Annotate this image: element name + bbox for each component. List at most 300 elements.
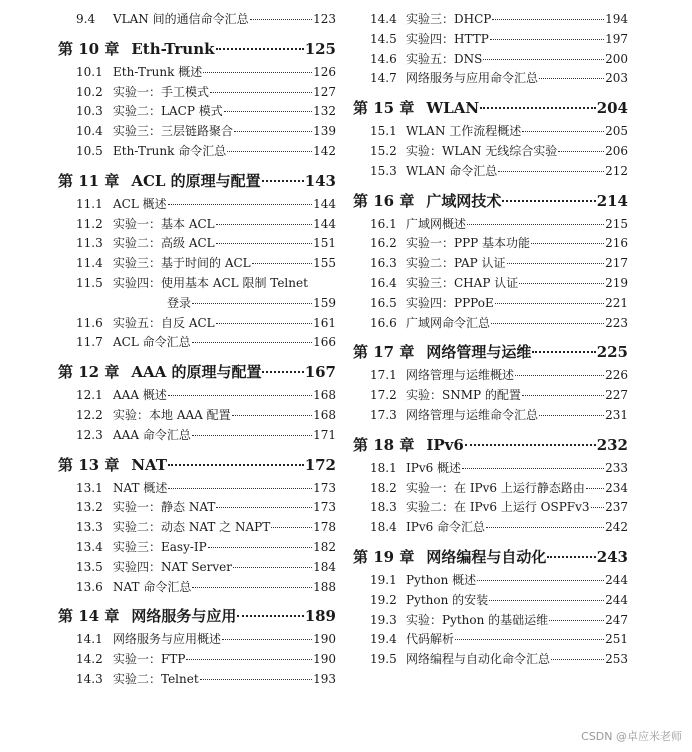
section-title: 网络管理与运维概述 <box>406 368 515 383</box>
section-number: 14.4 <box>370 12 397 26</box>
dot-leader <box>486 527 604 528</box>
section-number: 11.5 <box>76 275 103 290</box>
chapter-page-number: 204 <box>596 99 628 118</box>
section-title: ACL 概述 <box>113 196 167 211</box>
toc-entry[interactable] <box>58 518 336 538</box>
chapter-page-number: 225 <box>596 343 628 362</box>
toc-chapter-heading[interactable] <box>58 605 336 627</box>
dot-leader <box>168 488 312 489</box>
section-number: 12.2 <box>76 407 103 422</box>
dot-leader <box>232 415 312 416</box>
section-title: 实验五：自反 ACL <box>113 315 215 330</box>
toc-entry[interactable] <box>353 30 628 50</box>
toc-entry[interactable] <box>353 479 628 499</box>
toc-entry[interactable] <box>58 274 336 294</box>
section-number: 18.1 <box>370 460 397 475</box>
toc-entry[interactable] <box>353 459 628 479</box>
section-number: 17.1 <box>370 368 397 383</box>
section-page-number: 247 <box>605 612 628 627</box>
dot-leader <box>498 171 604 172</box>
section-title: 实验二：Telnet <box>113 671 199 686</box>
dot-leader <box>492 19 604 20</box>
section-page-number: 197 <box>605 31 628 46</box>
section-page-number: 159 <box>313 295 336 310</box>
toc-entry[interactable] <box>353 611 628 631</box>
chapter-title: 广域网技术 <box>426 191 502 210</box>
toc-entry[interactable] <box>353 142 628 162</box>
section-page-number: 161 <box>313 315 336 330</box>
dot-leader <box>507 263 605 264</box>
toc-chapter-heading[interactable] <box>353 341 628 363</box>
dot-leader <box>216 48 304 50</box>
section-title: 登录 <box>167 295 192 310</box>
section-page-number: 223 <box>605 315 628 330</box>
section-title: Python 的安装 <box>406 592 489 607</box>
section-title: 实验一：PPP 基本功能 <box>406 236 531 251</box>
dot-leader <box>216 507 312 508</box>
toc-entry[interactable] <box>58 122 336 142</box>
dot-leader <box>502 200 595 202</box>
dot-leader <box>591 507 605 508</box>
dot-leader <box>216 243 312 244</box>
toc-entry[interactable] <box>58 234 336 254</box>
toc-entry[interactable] <box>353 518 628 538</box>
section-number: 19.5 <box>370 652 397 667</box>
section-page-number: 234 <box>605 480 628 495</box>
toc-chapter-heading[interactable] <box>353 190 628 212</box>
toc-entry[interactable] <box>353 591 628 611</box>
section-title: 实验四：NAT Server <box>113 559 233 574</box>
chapter-page-number: 232 <box>596 435 628 454</box>
section-title: 网络管理与运维命令汇总 <box>406 407 539 422</box>
section-page-number: 237 <box>605 500 628 515</box>
toc-entry[interactable] <box>58 498 336 518</box>
dot-leader <box>586 488 604 489</box>
section-number: 18.4 <box>370 520 397 535</box>
toc-entry[interactable] <box>58 479 336 499</box>
section-title: 网络编程与自动化命令汇总 <box>406 652 551 667</box>
chapter-title: 网络管理与运维 <box>426 343 532 362</box>
section-number: 14.3 <box>76 671 103 686</box>
section-number: 11.6 <box>76 315 103 330</box>
toc-entry[interactable] <box>58 578 336 598</box>
section-title: 网络服务与应用命令汇总 <box>406 71 539 86</box>
section-title: 实验三：CHAP 认证 <box>406 275 519 290</box>
toc-entry[interactable] <box>353 234 628 254</box>
toc-entry[interactable] <box>353 274 628 294</box>
section-page-number: 244 <box>605 592 628 607</box>
section-page-number: 178 <box>313 520 336 535</box>
section-title: 网络服务与应用概述 <box>113 632 222 647</box>
section-page-number: 217 <box>605 256 628 271</box>
section-title: VLAN 间的通信命令汇总 <box>113 12 249 26</box>
section-page-number: 221 <box>605 295 628 310</box>
dot-leader <box>216 224 312 225</box>
toc-entry[interactable] <box>58 142 336 162</box>
section-title: 实验二：动态 NAT 之 NAPT <box>113 520 271 535</box>
section-number: 11.2 <box>76 216 103 231</box>
toc-entry[interactable] <box>353 650 628 670</box>
toc-entry[interactable] <box>353 630 628 650</box>
dot-leader <box>210 92 312 93</box>
section-number: 17.2 <box>370 388 397 403</box>
dot-leader <box>549 620 604 621</box>
toc-entry[interactable] <box>353 386 628 406</box>
toc-entry[interactable] <box>58 294 336 314</box>
chapter-title: ACL 的原理与配置 <box>131 171 261 190</box>
chapter-page-number: 125 <box>304 39 336 58</box>
dot-leader <box>168 204 312 205</box>
chapter-title: WLAN <box>426 99 480 118</box>
section-title: ACL 命令汇总 <box>113 335 191 350</box>
toc-entry[interactable] <box>58 195 336 215</box>
section-page-number: 182 <box>313 539 336 554</box>
section-title: 实验一：基本 ACL <box>113 216 215 231</box>
toc-entry[interactable] <box>58 650 336 670</box>
chapter-number: 第 11 章 <box>58 171 120 190</box>
dot-leader <box>216 323 312 324</box>
section-title: 实验二：PAP 认证 <box>406 256 506 271</box>
section-number: 18.3 <box>370 500 397 515</box>
dot-leader <box>227 151 312 152</box>
toc-entry[interactable] <box>353 122 628 142</box>
dot-leader <box>168 395 312 396</box>
csdn-watermark: CSDN @卓应米老师 <box>581 730 682 743</box>
section-page-number: 242 <box>605 520 628 535</box>
chapter-title: 网络服务与应用 <box>131 607 237 626</box>
dot-leader <box>532 351 595 353</box>
section-page-number: 212 <box>605 163 628 178</box>
dot-leader <box>208 547 312 548</box>
dot-leader <box>237 615 303 617</box>
section-number: 13.2 <box>76 500 103 515</box>
section-title: IPv6 命令汇总 <box>406 520 486 535</box>
section-title: AAA 概述 <box>113 388 167 403</box>
section-number: 16.6 <box>370 315 397 330</box>
section-page-number: 166 <box>313 335 336 350</box>
toc-entry[interactable] <box>353 498 628 518</box>
section-title: 实验：WLAN 无线综合实验 <box>406 143 558 158</box>
section-title: 实验：Python 的基础运维 <box>406 612 549 627</box>
chapter-number: 第 16 章 <box>353 191 415 210</box>
toc-chapter-heading[interactable] <box>58 38 336 60</box>
section-page-number: 215 <box>605 216 628 231</box>
dot-leader <box>168 464 304 466</box>
chapter-title: 网络编程与自动化 <box>426 547 547 566</box>
section-number: 12.1 <box>76 388 103 403</box>
dot-leader <box>551 659 604 660</box>
section-page-number: 205 <box>605 124 628 139</box>
section-title: 实验四：使用基本 ACL 限制 Telnet <box>113 275 308 290</box>
section-page-number: 200 <box>605 51 628 66</box>
section-number: 16.4 <box>370 275 397 290</box>
section-number: 15.1 <box>370 124 397 139</box>
section-title: 广域网概述 <box>406 216 467 231</box>
section-number: 11.3 <box>76 236 103 251</box>
chapter-title: IPv6 <box>426 435 464 454</box>
toc-entry[interactable] <box>58 558 336 578</box>
section-number: 10.3 <box>76 104 103 119</box>
chapter-page-number: 243 <box>596 547 628 566</box>
section-title: 实验四：HTTP <box>406 31 489 46</box>
section-title: 实验三：Easy-IP <box>113 539 207 554</box>
toc-entry[interactable] <box>58 386 336 406</box>
section-number: 16.3 <box>370 256 397 271</box>
dot-leader <box>233 567 312 568</box>
chapter-title: Eth-Trunk <box>131 39 215 58</box>
dot-leader <box>234 131 312 132</box>
toc-entry[interactable] <box>353 50 628 70</box>
toc-entry[interactable] <box>58 215 336 235</box>
section-title: NAT 概述 <box>113 480 168 495</box>
dot-leader <box>539 78 604 79</box>
section-title: 实验三：基于时间的 ACL <box>113 256 251 271</box>
dot-leader <box>192 587 312 588</box>
chapter-number: 第 13 章 <box>58 455 120 474</box>
dot-leader <box>252 263 312 264</box>
section-page-number: 194 <box>605 12 628 26</box>
dot-leader <box>489 600 604 601</box>
chapter-title: NAT <box>131 455 168 474</box>
section-page-number: 123 <box>313 12 336 26</box>
dot-leader <box>483 59 604 60</box>
section-page-number: 171 <box>313 427 336 442</box>
chapter-number: 第 12 章 <box>58 363 120 382</box>
section-number: 15.3 <box>370 163 397 178</box>
section-title: WLAN 工作流程概述 <box>406 124 522 139</box>
dot-leader <box>465 444 596 446</box>
chapter-number: 第 17 章 <box>353 343 415 362</box>
section-title: 实验一：手工模式 <box>113 84 210 99</box>
dot-leader <box>495 303 604 304</box>
toc-entry[interactable] <box>58 670 336 690</box>
dot-leader <box>480 107 596 109</box>
toc-entry[interactable] <box>353 571 628 591</box>
toc-entry[interactable] <box>58 538 336 558</box>
toc-entry[interactable] <box>353 406 628 426</box>
section-page-number: 127 <box>313 84 336 99</box>
section-number: 11.1 <box>76 196 103 211</box>
section-page-number: 144 <box>313 216 336 231</box>
chapter-number: 第 19 章 <box>353 547 415 566</box>
section-number: 9.4 <box>76 12 96 26</box>
section-number: 10.4 <box>76 124 103 139</box>
dot-leader <box>539 415 604 416</box>
section-page-number: 173 <box>313 500 336 515</box>
toc-entry[interactable] <box>353 314 628 334</box>
section-number: 14.5 <box>370 31 397 46</box>
section-title: Python 概述 <box>406 572 477 587</box>
dot-leader <box>522 131 604 132</box>
chapter-page-number: 143 <box>304 171 336 190</box>
chapter-page-number: 172 <box>304 455 336 474</box>
dot-leader <box>531 243 604 244</box>
section-title: 实验四：PPPoE <box>406 295 494 310</box>
section-title: Eth-Trunk 命令汇总 <box>113 143 227 158</box>
section-title: 广域网命令汇总 <box>406 315 491 330</box>
toc-chapter-heading[interactable] <box>58 170 336 192</box>
section-number: 13.1 <box>76 480 103 495</box>
section-page-number: 173 <box>313 480 336 495</box>
dot-leader <box>547 556 595 558</box>
section-title: 实验一：FTP <box>113 652 186 667</box>
section-title: 实验一：在 IPv6 上运行静态路由 <box>406 480 585 495</box>
toc-entry[interactable] <box>58 406 336 426</box>
dot-leader <box>250 19 312 20</box>
section-title: 实验二：在 IPv6 上运行 OSPFv3 <box>406 500 590 515</box>
section-page-number: 151 <box>313 236 336 251</box>
section-page-number: 216 <box>605 236 628 251</box>
dot-leader <box>192 435 312 436</box>
section-page-number: 233 <box>605 460 628 475</box>
dot-leader <box>224 111 312 112</box>
toc-entry[interactable] <box>58 102 336 122</box>
dot-leader <box>222 639 312 640</box>
section-number: 13.4 <box>76 539 103 554</box>
toc-chapter-heading[interactable] <box>58 454 336 476</box>
section-number: 16.1 <box>370 216 397 231</box>
section-page-number: 139 <box>313 124 336 139</box>
section-title: 实验三：DHCP <box>406 12 492 26</box>
dot-leader <box>200 679 312 680</box>
toc-chapter-heading[interactable] <box>58 361 336 383</box>
section-number: 10.1 <box>76 64 103 79</box>
section-page-number: 144 <box>313 196 336 211</box>
toc-entry[interactable] <box>353 215 628 235</box>
dot-leader <box>271 527 312 528</box>
section-number: 19.2 <box>370 592 397 607</box>
dot-leader <box>515 375 604 376</box>
dot-leader <box>462 468 604 469</box>
toc-chapter-heading[interactable] <box>353 97 628 119</box>
section-page-number: 193 <box>313 671 336 686</box>
toc-entry[interactable] <box>58 10 336 30</box>
toc-left-column <box>58 10 336 690</box>
toc-entry[interactable] <box>58 426 336 446</box>
section-title: IPv6 概述 <box>406 460 462 475</box>
chapter-number: 第 15 章 <box>353 99 415 118</box>
section-title: 实验：本地 AAA 配置 <box>113 407 231 422</box>
chapter-title: AAA 的原理与配置 <box>131 363 262 382</box>
toc-right-column <box>353 10 628 670</box>
toc-entry[interactable] <box>58 314 336 334</box>
section-number: 12.3 <box>76 427 103 442</box>
section-page-number: 244 <box>605 572 628 587</box>
section-number: 16.5 <box>370 295 397 310</box>
dot-leader <box>477 580 604 581</box>
toc-entry[interactable] <box>58 630 336 650</box>
section-page-number: 251 <box>605 632 628 647</box>
toc-entry[interactable] <box>58 254 336 274</box>
section-page-number: 190 <box>313 652 336 667</box>
section-title: AAA 命令汇总 <box>113 427 191 442</box>
chapter-page-number: 189 <box>304 607 336 626</box>
section-title: 实验五：DNS <box>406 51 483 66</box>
section-number: 10.2 <box>76 84 103 99</box>
section-page-number: 168 <box>313 388 336 403</box>
section-title: 实验一：静态 NAT <box>113 500 216 515</box>
section-page-number: 184 <box>313 559 336 574</box>
toc-entry[interactable] <box>353 10 628 30</box>
section-number: 19.1 <box>370 572 397 587</box>
toc-entry[interactable] <box>58 333 336 353</box>
section-number: 13.3 <box>76 520 103 535</box>
section-number: 10.5 <box>76 143 103 158</box>
section-page-number: 168 <box>313 407 336 422</box>
section-title: WLAN 命令汇总 <box>406 163 498 178</box>
section-number: 14.6 <box>370 51 397 66</box>
section-page-number: 219 <box>605 275 628 290</box>
section-number: 11.7 <box>76 335 103 350</box>
toc-chapter-heading[interactable] <box>353 434 628 456</box>
toc-chapter-heading[interactable] <box>353 546 628 568</box>
section-title: 实验：SNMP 的配置 <box>406 388 521 403</box>
dot-leader <box>491 323 604 324</box>
dot-leader <box>467 224 604 225</box>
section-number: 15.2 <box>370 143 397 158</box>
section-page-number: 227 <box>605 388 628 403</box>
section-page-number: 142 <box>313 143 336 158</box>
section-page-number: 231 <box>605 407 628 422</box>
section-page-number: 126 <box>313 64 336 79</box>
dot-leader <box>262 180 304 182</box>
toc-entry[interactable] <box>353 254 628 274</box>
section-number: 14.2 <box>76 652 103 667</box>
section-number: 17.3 <box>370 407 397 422</box>
section-page-number: 203 <box>605 71 628 86</box>
dot-leader <box>522 395 604 396</box>
chapter-number: 第 18 章 <box>353 435 415 454</box>
section-number: 13.6 <box>76 579 103 594</box>
section-title: Eth-Trunk 概述 <box>113 64 203 79</box>
section-title: 实验二：LACP 模式 <box>113 104 223 119</box>
toc-entry[interactable] <box>58 63 336 83</box>
section-title: 实验三：三层链路聚合 <box>113 124 234 139</box>
section-number: 18.2 <box>370 480 397 495</box>
section-number: 11.4 <box>76 256 103 271</box>
chapter-number: 第 14 章 <box>58 607 120 626</box>
section-title: 代码解析 <box>406 632 455 647</box>
section-number: 14.7 <box>370 71 397 86</box>
section-page-number: 132 <box>313 104 336 119</box>
dot-leader <box>262 371 303 373</box>
dot-leader <box>490 39 604 40</box>
dot-leader <box>192 342 312 343</box>
toc-entry[interactable] <box>353 294 628 314</box>
section-page-number: 226 <box>605 368 628 383</box>
section-page-number: 206 <box>605 143 628 158</box>
dot-leader <box>203 72 312 73</box>
section-page-number: 253 <box>605 652 628 667</box>
toc-entry[interactable] <box>353 366 628 386</box>
chapter-page-number: 167 <box>304 363 336 382</box>
toc-entry[interactable] <box>353 162 628 182</box>
section-page-number: 190 <box>313 632 336 647</box>
section-number: 13.5 <box>76 559 103 574</box>
toc-entry[interactable] <box>58 83 336 103</box>
section-number: 19.3 <box>370 612 397 627</box>
dot-leader <box>186 659 312 660</box>
chapter-page-number: 214 <box>596 191 628 210</box>
section-title: NAT 命令汇总 <box>113 579 192 594</box>
toc-entry[interactable] <box>353 69 628 89</box>
chapter-number: 第 10 章 <box>58 39 120 58</box>
dot-leader <box>519 283 604 284</box>
dot-leader <box>558 151 604 152</box>
section-title: 实验二：高级 ACL <box>113 236 215 251</box>
section-page-number: 188 <box>313 579 336 594</box>
dot-leader <box>192 303 312 304</box>
